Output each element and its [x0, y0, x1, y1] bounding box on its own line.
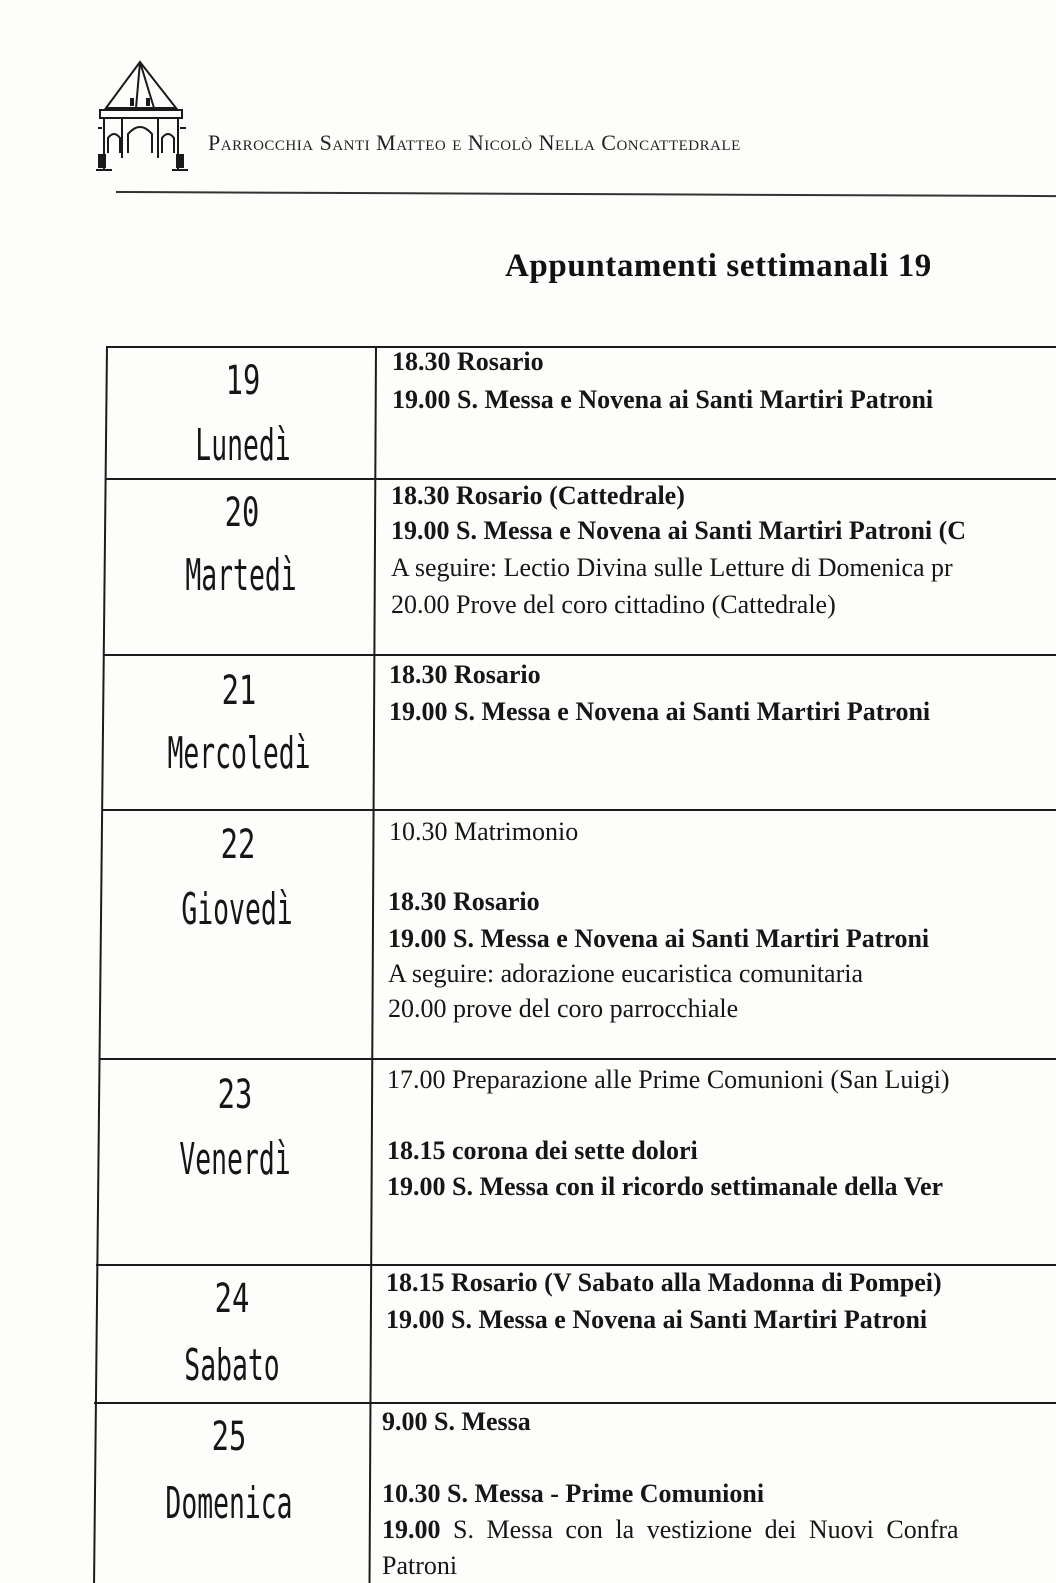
- event-line: 19.00 S. Messa con il ricordo settimanale della Ver: [387, 1172, 944, 1201]
- row-divider: [108, 346, 1056, 348]
- event-line: A seguire: Lectio Divina sulle Letture di Domenica pr: [391, 553, 953, 582]
- event-description: S. Messa con la vestizione dei Nuovi Confra: [440, 1515, 959, 1544]
- event-line: Patroni: [382, 1551, 458, 1580]
- event-line: 17.00 Preparazione alle Prime Comunioni (San Luigi): [387, 1065, 950, 1094]
- page-title: Appuntamenti settimanali 19: [505, 248, 932, 284]
- row-divider: [100, 1058, 1056, 1060]
- event-line: 19.00 S. Messa e Novena ai Santi Martiri Patroni: [388, 924, 930, 953]
- event-line: 19.00 S. Messa e Novena ai Santi Martiri Patroni: [392, 385, 934, 414]
- row-divider: [94, 1402, 1056, 1404]
- event-line: 20.00 Prove del coro cittadino (Cattedrale): [391, 590, 836, 619]
- day-name: Giovedì: [181, 884, 293, 935]
- church-tower-logo: [92, 58, 192, 178]
- day-name: Martedì: [185, 550, 297, 601]
- row-divider: [96, 1264, 1056, 1266]
- event-line: 9.00 S. Messa: [382, 1407, 531, 1436]
- table-left-border: [93, 346, 108, 1583]
- day-number: 23: [217, 1072, 253, 1118]
- event-line: 18.30 Rosario: [392, 347, 544, 376]
- day-number: 24: [214, 1276, 250, 1322]
- event-line: 18.30 Rosario (Cattedrale): [391, 481, 685, 510]
- column-divider: [369, 346, 377, 1583]
- event-line: A seguire: adorazione eucaristica comunitaria: [388, 959, 864, 988]
- event-time: 19.00: [382, 1515, 441, 1544]
- header-divider: [116, 191, 1056, 197]
- row-divider: [102, 809, 1056, 811]
- day-name: Sabato: [184, 1340, 280, 1391]
- event-line: 20.00 prove del coro parrocchiale: [388, 994, 739, 1023]
- event-line: 19.00 S. Messa e Novena ai Santi Martiri Patroni: [389, 697, 931, 726]
- day-number: 21: [221, 668, 257, 714]
- day-number: 19: [225, 358, 261, 404]
- parish-name: Parrocchia Santi Matteo e Nicolò Nella Concattedrale: [208, 130, 741, 155]
- event-line: 19.00 S. Messa e Novena ai Santi Martiri Patroni: [386, 1305, 928, 1334]
- day-name: Venerdì: [179, 1134, 291, 1185]
- event-line: 18.30 Rosario: [388, 887, 540, 916]
- event-line: 18.15 Rosario (V Sabato alla Madonna di Pompei): [386, 1268, 942, 1297]
- event-line: 10.30 S. Messa - Prime Comunioni: [382, 1479, 765, 1508]
- row-divider: [104, 654, 1056, 656]
- day-number: 22: [220, 822, 256, 868]
- day-name: Lunedì: [195, 420, 291, 471]
- event-line: 18.15 corona dei sette dolori: [387, 1136, 698, 1165]
- event-line: 19.00 S. Messa e Novena ai Santi Martiri Patroni (C: [391, 516, 967, 545]
- event-line: 18.30 Rosario: [389, 660, 541, 689]
- day-name: Mercoledì: [167, 728, 311, 779]
- day-number: 20: [224, 490, 260, 536]
- event-line-mixed: [382, 1515, 959, 1545]
- day-number: 25: [211, 1414, 247, 1460]
- day-name: Domenica: [165, 1478, 293, 1529]
- event-line: 10.30 Matrimonio: [389, 817, 579, 846]
- row-divider: [106, 478, 1056, 480]
